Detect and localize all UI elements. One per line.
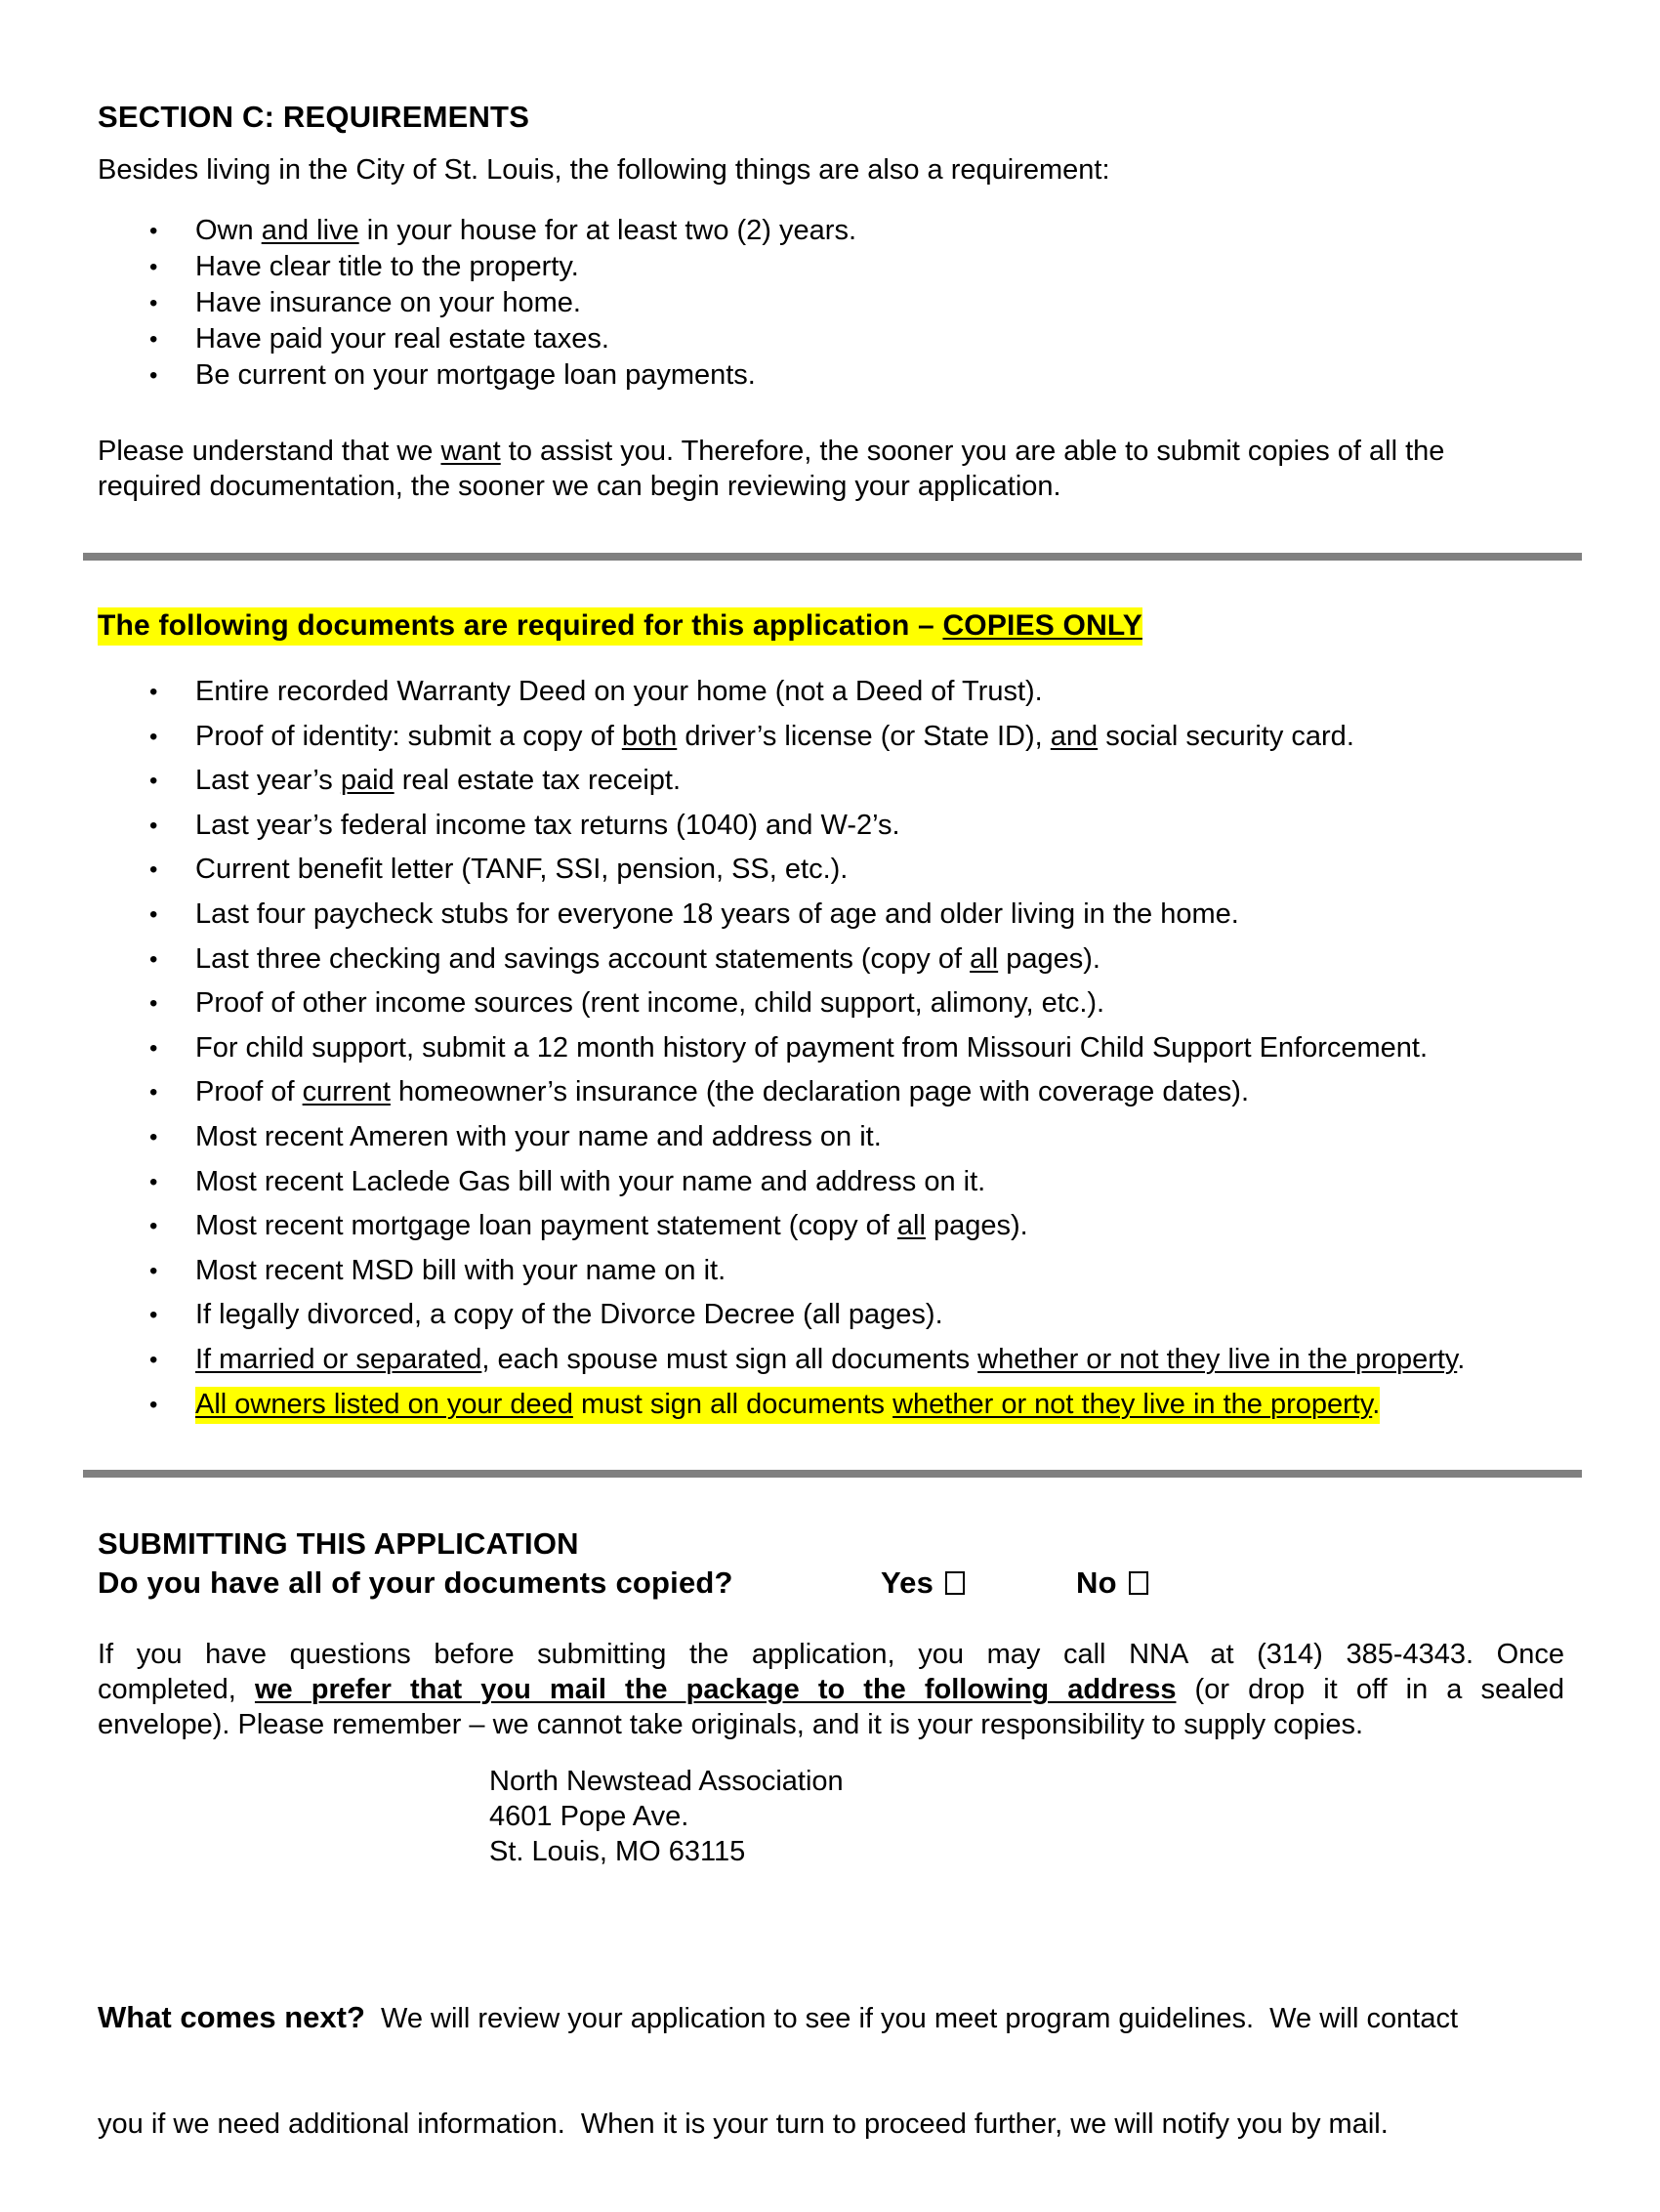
next-line-2: you if we need additional information. When it is your turn to proceed further, we will notify you by mail. xyxy=(98,2108,1389,2140)
bullet-icon: • xyxy=(149,900,158,928)
document-item xyxy=(98,938,1465,982)
next-line-1: What comes next? We will review your application to see if you meet program guidelines. We will contact xyxy=(98,2000,1459,2034)
bullet-icon: • xyxy=(149,1213,158,1240)
required-documents-list xyxy=(98,670,1465,1427)
document-item xyxy=(98,670,1465,715)
bullet-icon: • xyxy=(149,1302,158,1329)
item-text: Most recent MSD bill with your name on it. xyxy=(195,1254,726,1286)
item-text: For child support, submit a 12 month history of payment from Missouri Child Support Enforcement. xyxy=(195,1031,1429,1064)
item-text: Proof of identity: submit a copy of both driver’s license (or State ID), and social security card. xyxy=(195,720,1354,752)
yes-checkbox[interactable] xyxy=(945,1571,965,1595)
bullet-icon: • xyxy=(149,362,158,389)
document-item xyxy=(98,715,1465,760)
bullet-icon: • xyxy=(149,945,158,973)
no-checkbox[interactable] xyxy=(1129,1571,1148,1595)
closing-line-1: Please understand that we want to assist you. Therefore, the sooner you are able to submit copies of all the xyxy=(98,436,1445,467)
section-divider xyxy=(83,1470,1582,1478)
item-text: If married or separated, each spouse must sign all documents whether or not they live in the property. xyxy=(195,1343,1466,1375)
what-comes-next-lead: What comes next? xyxy=(98,2000,365,2034)
mailing-address xyxy=(489,1764,844,1869)
submitting-line-1: If you have questions before submitting the application, you may call NNA at (314) 385-4343. Once xyxy=(98,1639,1564,1670)
document-item xyxy=(98,1383,1465,1428)
item-text: Most recent Ameren with your name and address on it. xyxy=(195,1120,882,1152)
submitting-heading: SUBMITTING THIS APPLICATION xyxy=(98,1526,579,1561)
address-line: 4601 Pope Ave. xyxy=(489,1801,689,1832)
section-c-heading: SECTION C: REQUIREMENTS xyxy=(98,100,530,134)
submitting-line-3: envelope). Please remember – we cannot take originals, and it is your responsibility to supply copies. xyxy=(98,1709,1364,1740)
bullet-icon: • xyxy=(149,218,158,244)
item-text: Proof of other income sources (rent income, child support, alimony, etc.). xyxy=(195,987,1105,1020)
document-item xyxy=(98,1204,1465,1249)
highlighted-item-text: All owners listed on your deed must sign all documents whether or not they live in the property. xyxy=(195,1387,1380,1424)
item-text: Current benefit letter (TANF, SSI, pension, SS, etc.). xyxy=(195,854,849,886)
requirements-list xyxy=(98,213,856,394)
document-item xyxy=(98,1249,1465,1294)
bullet-icon: • xyxy=(149,679,158,705)
bullet-icon: • xyxy=(149,1391,158,1418)
item-text: Entire recorded Warranty Deed on your home (not a Deed of Trust). xyxy=(195,676,1043,707)
requirement-item: • Be current on your mortgage loan payments. xyxy=(98,357,856,394)
item-text: Last year’s federal income tax returns (1040) and W-2’s. xyxy=(195,809,900,841)
item-text: Proof of current homeowner’s insurance (the declaration page with coverage dates). xyxy=(195,1076,1249,1108)
documents-heading-highlight: The following documents are required for this application – COPIES ONLY xyxy=(98,607,1142,646)
section-divider xyxy=(83,553,1582,561)
document-item xyxy=(98,804,1465,849)
address-line: St. Louis, MO 63115 xyxy=(489,1836,746,1867)
document-item xyxy=(98,981,1465,1026)
closing-line-2: required documentation, the sooner we can begin reviewing your application. xyxy=(98,471,1061,502)
item-text: If legally divorced, a copy of the Divorce Decree (all pages). xyxy=(195,1299,943,1331)
bullet-icon: • xyxy=(149,1079,158,1106)
document-item xyxy=(98,1160,1465,1205)
bullet-icon: • xyxy=(149,856,158,884)
item-text: Last year’s paid real estate tax receipt. xyxy=(195,765,682,797)
requirement-item: • Have insurance on your home. xyxy=(98,285,856,321)
no-option[interactable]: No xyxy=(1076,1565,1148,1601)
document-item xyxy=(98,848,1465,893)
item-text: Most recent mortgage loan payment statement (copy of all pages). xyxy=(195,1210,1028,1242)
item-text: Most recent Laclede Gas bill with your name and address on it. xyxy=(195,1165,986,1197)
item-text: Last three checking and savings account statements (copy of all pages). xyxy=(195,942,1100,975)
bullet-icon: • xyxy=(149,990,158,1018)
what-comes-next xyxy=(98,1930,1458,2212)
bullet-icon: • xyxy=(149,290,158,316)
bullet-icon: • xyxy=(149,1168,158,1195)
bullet-icon: • xyxy=(149,1123,158,1150)
document-item xyxy=(98,893,1465,938)
bullet-icon: • xyxy=(149,768,158,795)
documents-copied-question: Do you have all of your documents copied? xyxy=(98,1565,733,1600)
bullet-icon: • xyxy=(149,1034,158,1062)
yes-option[interactable]: Yes xyxy=(881,1565,965,1601)
document-item xyxy=(98,1070,1465,1115)
document-item xyxy=(98,1026,1465,1071)
documents-heading xyxy=(98,609,1142,643)
requirement-item: • Own and live in your house for at least two (2) years. xyxy=(98,213,856,249)
bullet-icon: • xyxy=(149,254,158,280)
document-item xyxy=(98,1115,1465,1160)
item-text: Last four paycheck stubs for everyone 18 years of age and older living in the home. xyxy=(195,897,1239,930)
submitting-line-2: completed, we prefer that you mail the package to the following address (or drop it off in a sealed xyxy=(98,1674,1564,1705)
bullet-icon: • xyxy=(149,723,158,750)
requirement-item: • Have paid your real estate taxes. xyxy=(98,321,856,357)
bullet-icon: • xyxy=(149,326,158,353)
submitting-paragraph xyxy=(98,1637,1564,1742)
address-line: North Newstead Association xyxy=(489,1766,844,1797)
documents-copied-question-row xyxy=(98,1565,1269,1601)
bullet-icon: • xyxy=(149,1346,158,1373)
document-item xyxy=(98,759,1465,804)
bullet-icon: • xyxy=(149,812,158,839)
document-item xyxy=(98,1293,1465,1338)
requirement-item: • Have clear title to the property. xyxy=(98,249,856,285)
bullet-icon: • xyxy=(149,1257,158,1284)
document-item xyxy=(98,1338,1465,1383)
section-c-closing xyxy=(98,434,1444,504)
section-c-intro: Besides living in the City of St. Louis, the following things are also a requirement: xyxy=(98,154,1110,186)
